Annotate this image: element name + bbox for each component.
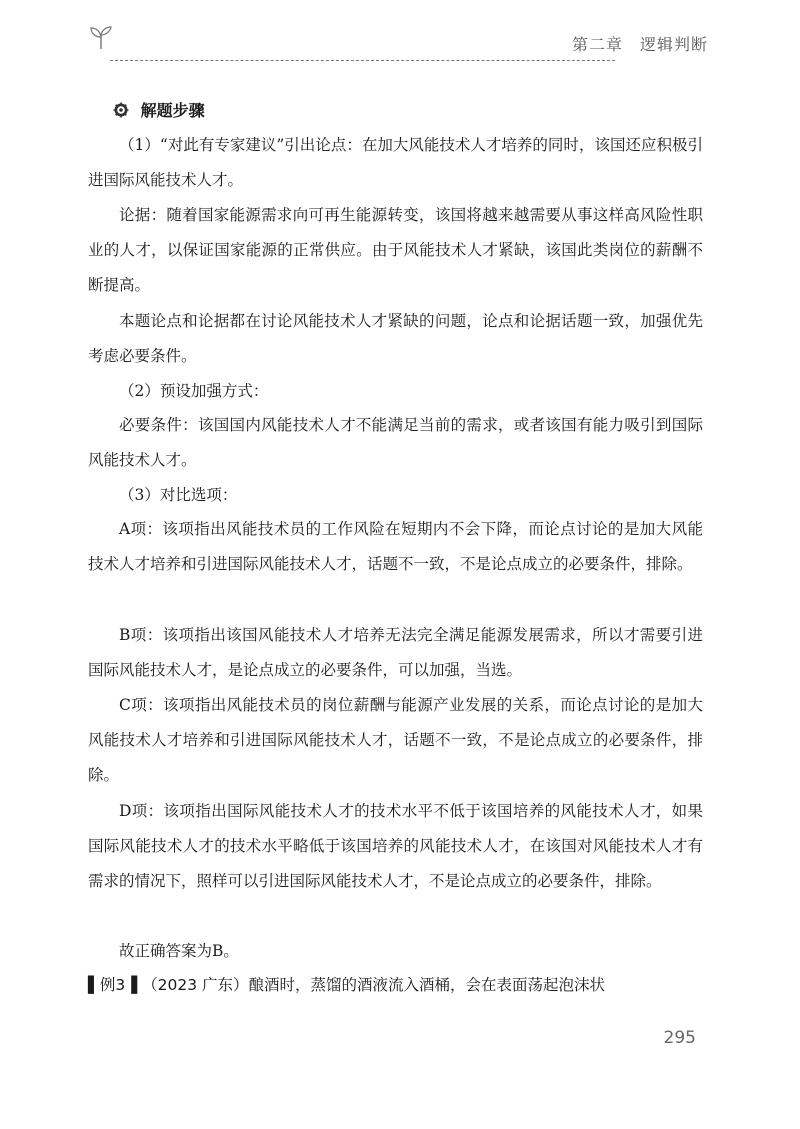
answer-line: 故正确答案为B。 (119, 942, 239, 960)
section-title-text: 解题步骤 (140, 101, 205, 120)
option-c-analysis: C项：该项指出风能技术员的岗位薪酬与能源产业发展的关系，而论点讨论的是加大风能技术人才培养和引进国际风能技术人才，话题不一致，不是论点成立的必要条件，排除。 (88, 696, 703, 784)
paragraph: 必要条件：该国国内风能技术人才不能满足当前的需求，或者该国有能力吸引到国际风能技术人才。 (88, 416, 703, 469)
paragraph: 本题论点和论据都在讨论风能技术人才紧缺的问题，论点和论据话题一致，加强优先考虑必要条件。 (88, 312, 703, 365)
running-header (88, 22, 708, 56)
example-line (88, 968, 703, 1003)
chapter-title: 第二章 逻辑判断 (571, 35, 708, 54)
section-heading (113, 98, 205, 121)
paragraph: （1）“对此有专家建议”引出论点：在加大风能技术人才培养的同时，该国还应积极引进国际风能技术人才。 (88, 136, 703, 189)
option-b-analysis: B项：该项指出该国风能技术人才培养无法完全满足能源发展需求，所以才需要引进国际风能技术人才，是论点成立的必要条件，可以加强，当选。 (88, 626, 703, 679)
example-label: ▌例3▐ (88, 976, 138, 994)
example-source: （2023 广东） (142, 976, 249, 994)
paragraph: （3）对比选项： (119, 486, 238, 504)
example-text: 酿酒时，蒸馏的酒液流入酒桶，会在表面荡起泡沫状 (248, 976, 606, 994)
option-a-analysis: A项：该项指出风能技术员的工作风险在短期内不会下降，而论点讨论的是加大风能技术人才培养和引进国际风能技术人才，话题不一致，不是论点成立的必要条件，排除。 (88, 520, 703, 573)
option-d-analysis: D项：该项指出国际风能技术人才的技术水平不低于该国培养的风能技术人才，如果国际风能技术人才的技术水平略低于该国培养的风能技术人才，在该国对风能技术人才有需求的情况下，照样可以引进国际风能技术人才，不是论点成立的必要条件，排除。 (88, 802, 703, 890)
page-number: 295 (663, 1028, 696, 1048)
gear-icon (113, 102, 129, 118)
sprout-icon (88, 24, 114, 50)
paragraph: 论据：随着国家能源需求向可再生能源转变，该国将越来越需要从事这样高风险性职业的人才，以保证国家能源的正常供应。由于风能技术人才紧缺，该国此类岗位的薪酬不断提高。 (88, 206, 703, 294)
paragraph: （2）预设加强方式： (119, 382, 269, 400)
header-rule (110, 60, 615, 61)
